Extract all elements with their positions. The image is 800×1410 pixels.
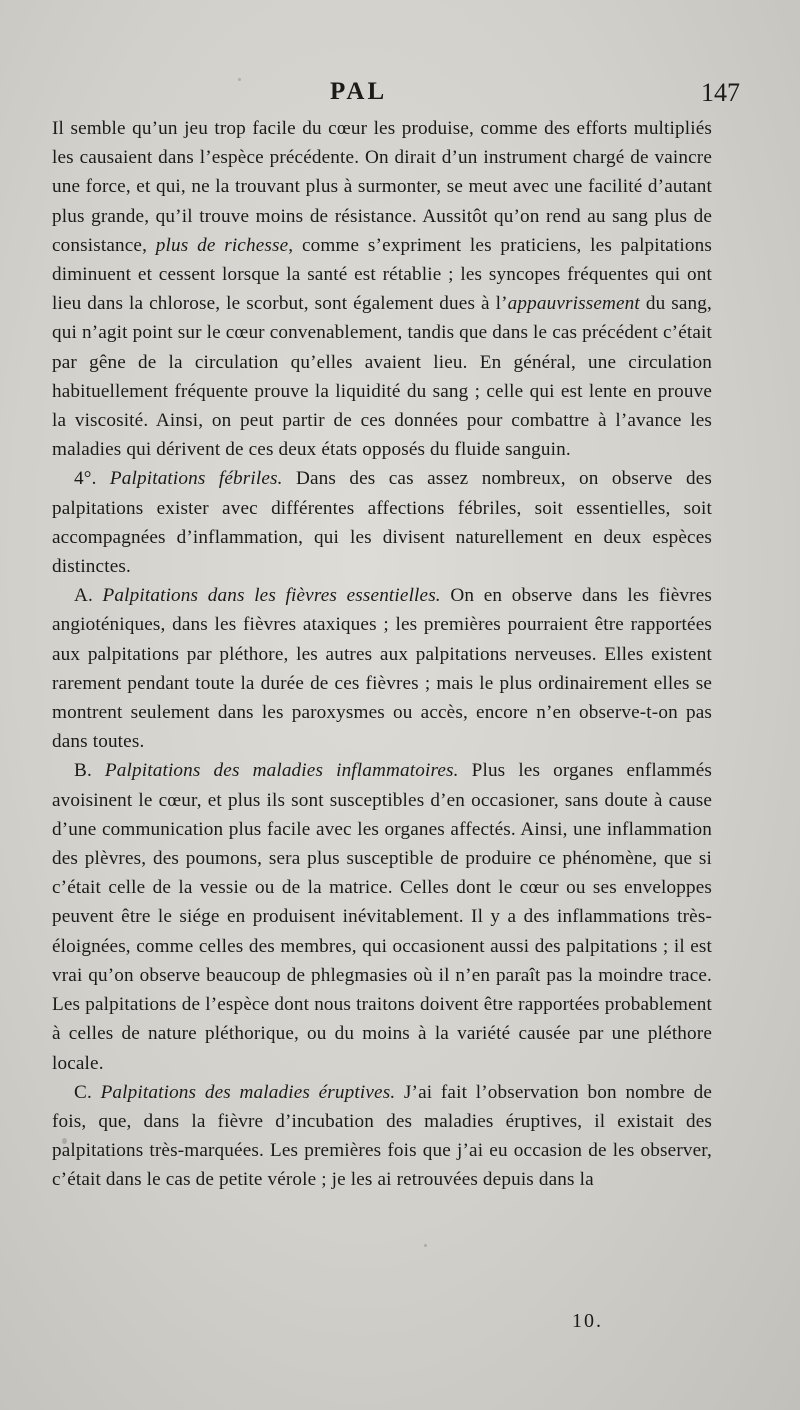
signature-mark: 10. [572,1310,603,1332]
section-letter: A. [74,585,103,607]
section-number: 4°. [74,468,110,490]
paragraph-text: Il semble qu’un jeu trop facile du cœur les produise, comme des efforts multipliés les causaient dans l’espèce précédente. On dirait d’un instrument chargé de vaincre une force, et qui, ne la trouvant plus à surmonter, se meut avec une facilité d’autant plus grande, qu’il trouve moins de résistance. Aussitôt qu’on rend au sang plus de consistance, [52,118,712,256]
page-number: 147 [701,78,740,107]
section-heading: Palpitations des maladies éruptives. [100,1081,396,1103]
section-letter: C. [74,1081,101,1103]
paragraph-essential-fevers [52,581,712,756]
running-head [0,78,800,118]
section-letter: B. [74,760,105,782]
italic-phrase: plus de richesse [155,234,289,256]
paragraph-eruptive [52,1078,712,1195]
section-heading: Palpitations dans les fièvres essentielles. [102,585,441,607]
section-heading: Palpitations fébriles. [109,468,283,490]
italic-term: appauvrissement [507,293,640,315]
section-heading: Palpitations des maladies inflammatoires. [104,760,459,782]
paragraph-text: On en observe dans les fièvres angioténiques, dans les fièvres ataxiques ; les premières pourraient être rapportées aux palpitations par pléthore, les autres aux palpitations nerveuses. Elles existent rarement pendant toute la durée de ces fièvres ; mais le plus ordinairement elles se montrent seulement dans les paroxysmes ou accès, encore n’en observe-t-on pas dans toutes. [52,585,712,753]
paragraph-text: Plus les organes enflammés avoisinent le cœur, et plus ils sont susceptibles d’en occasioner, sans doute à cause d’une communication plus facile avec les organes affectés. Ainsi, une inflammation des plèvres, des poumons, sera plus susceptible de produire ce phénomène, que si c’était celle de la vessie ou de la matrice. Celles dont le cœur ou ses enveloppes peuvent être le siége en produisent inévitablement. Il y a des inflammations très-éloignées, comme celles des membres, qui occasionent aussi des palpitations ; il est vrai qu’on observe beaucoup de phlegmasies où il n’en paraît pas la moindre trace. Les palpitations de l’espèce dont nous traitons doivent être rapportées probablement à celles de nature pléthorique, ou du moins à la variété causée par une pléthore locale. [52,760,713,1074]
main-text [52,114,712,1195]
paragraph-text: du sang, qui n’agit point sur le cœur convenablement, tandis que dans le cas précédent c’était par gêne de la circulation qu’elles avaient lieu. En général, une circulation habituellement fréquente prouve la liquidité du sang ; celle qui est lente en prouve la viscosité. Ainsi, on peut partir de ces données pour combattre à l’avance les maladies qui dérivent de ces deux états opposés du fluide sanguin. [52,293,712,461]
paragraph-text: , comme s’expriment les praticiens, les palpitations diminuent et cessent lorsque la santé est rétablie ; les syncopes fréquentes qui ont lieu dans la chlorose, le scorbut, sont également dues à l’ [52,234,712,315]
paper-speck [62,1138,67,1144]
paper-speck [238,78,241,81]
paragraph-febrile [52,464,712,581]
paper-speck [424,1244,427,1247]
paragraph-1 [52,114,712,464]
paragraph-text: J’ai fait l’observation bon nombre de fois, que, dans la fièvre d’incubation des maladies éruptives, il existait des palpitations très-marquées. Les premières fois que j’ai eu occasion de les observer, c’était dans le cas de petite vérole ; je les ai retrouvées depuis dans la [52,1081,713,1191]
paragraph-inflammatory [52,756,712,1077]
paragraph-text: Dans des cas assez nombreux, on observe des palpitations exister avec différentes affections fébriles, soit essentielles, soit accompagnées d’inflammation, qui les divisent naturellement en deux espèces distinctes. [52,468,712,578]
running-headword: PAL [330,78,388,105]
